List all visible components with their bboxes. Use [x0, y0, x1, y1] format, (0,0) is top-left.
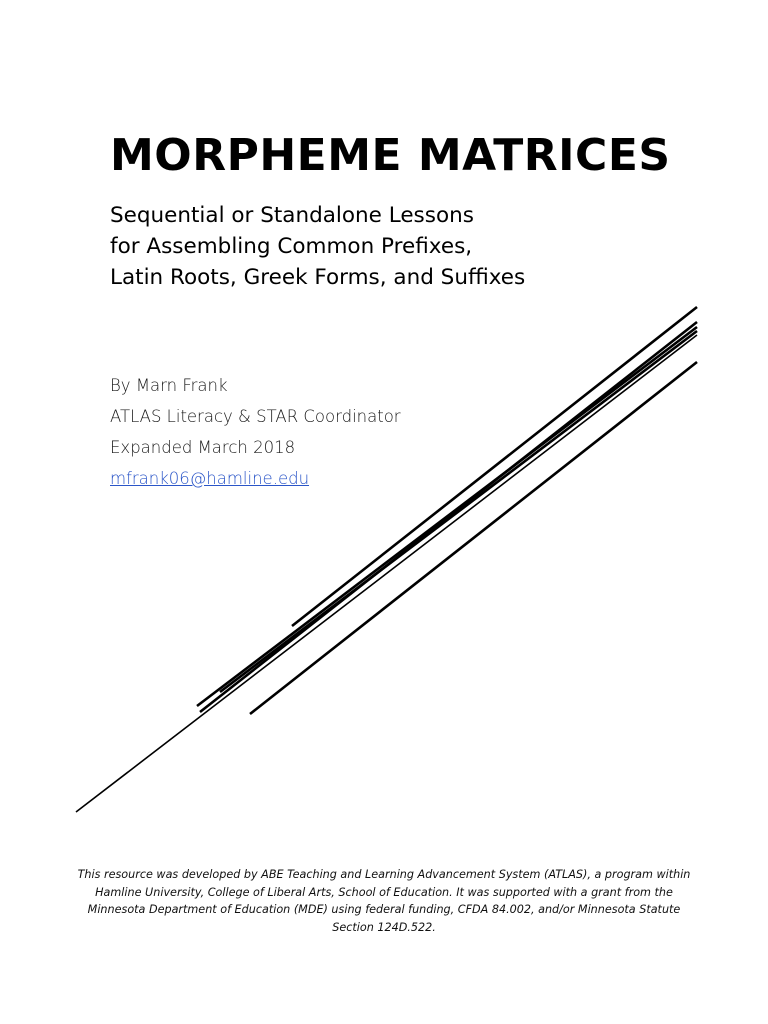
date-line: Expanded March 2018	[110, 438, 296, 457]
document-title: MORPHEME MATRICES	[110, 130, 671, 181]
decorative-line	[76, 335, 697, 812]
decorative-line	[197, 327, 697, 706]
decorative-line	[250, 362, 697, 714]
email-link[interactable]: mfrank06@hamline.edu	[110, 469, 310, 488]
subtitle-line-1: Sequential or Standalone Lessons	[110, 203, 474, 228]
role-line: ATLAS Literacy & STAR Coordinator	[110, 407, 401, 426]
author-line: By Marn Frank	[110, 376, 228, 395]
footer-acknowledgement: This resource was developed by ABE Teaching and Learning Advancement System (ATLAS), a program within Hamline University, College of Liberal Arts, School of Education. It was supported with a grant from the Minnesota Department of Education (MDE) using federal funding, CFDA 84.002, and/or Minnesota Statute Section 124D.522.	[77, 868, 691, 934]
decorative-line	[292, 307, 697, 626]
subtitle-line-2: for Assembling Common Prefixes,	[110, 234, 473, 259]
subtitle-line-3: Latin Roots, Greek Forms, and Suffixes	[110, 265, 526, 290]
decorative-line	[220, 331, 697, 692]
decorative-line	[200, 322, 697, 712]
